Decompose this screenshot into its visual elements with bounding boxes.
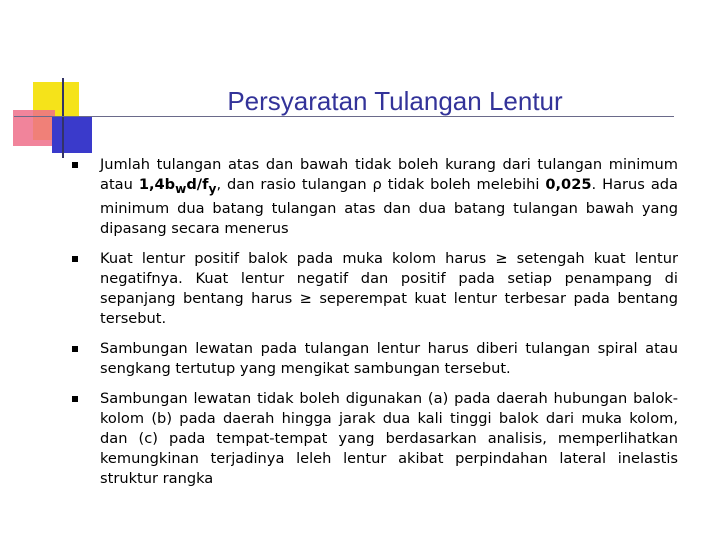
bullet-1-text: tidak boleh melebihi bbox=[381, 176, 546, 193]
bullet-list bbox=[68, 155, 678, 499]
bullet-marker-icon bbox=[72, 162, 78, 168]
bullet-marker-icon bbox=[72, 256, 78, 262]
bullet-item-3 bbox=[68, 339, 678, 379]
slide-title: Persyaratan Tulangan Lentur bbox=[227, 86, 563, 116]
formula-min-rebar bbox=[138, 176, 217, 196]
bullet-4-text: Sambungan lewatan tidak boleh digunakan (a) pada daerah hubungan balok-kolom (b) pada daerah hingga jarak dua kali tinggi balok dari muka kolom, dan (c) pada tempat-tempat yang berdasarkan analisis, memperlihatkan kemungkinan terjadinya leleh lentur akibat perpindahan lateral inelastis struktur rangka bbox=[100, 389, 678, 487]
formula-part: d/f bbox=[186, 176, 209, 193]
formula-subscript: w bbox=[175, 181, 187, 196]
bullet-2-text: Kuat lentur positif balok pada muka kolom harus ≥ setengah kuat lentur negatifnya. Kuat lentur negatif dan positif pada setiap penampang di sepanjang bentang harus ≥ seperempat kuat lentur terbesar pada bentang tersebut. bbox=[100, 249, 678, 327]
decor-blue-square bbox=[52, 117, 92, 153]
bullet-item-4 bbox=[68, 389, 678, 489]
bullet-1-text: Jumlah tulangan atas dan bawah tidak boleh kurang dari tulangan minimum atau bbox=[100, 156, 678, 193]
rho-symbol: ρ bbox=[372, 176, 382, 193]
formula-subscript: y bbox=[208, 181, 217, 196]
formula-part: 1,4b bbox=[138, 176, 176, 193]
bullet-item-2 bbox=[68, 249, 678, 329]
decor-vertical-line bbox=[62, 78, 64, 158]
bullet-marker-icon bbox=[72, 396, 78, 402]
bullet-marker-icon bbox=[72, 346, 78, 352]
max-ratio-value: 0,025 bbox=[545, 176, 592, 193]
bullet-3-text: Sambungan lewatan pada tulangan lentur harus diberi tulangan spiral atau sengkang tertutup yang mengikat sambungan tersebut. bbox=[100, 339, 678, 377]
bullet-1-text: , dan rasio tulangan bbox=[216, 176, 373, 193]
bullet-1-text: . Harus ada minimum dua batang tulangan atas dan dua batang tulangan bawah yang dipasang secara menerus bbox=[100, 176, 678, 237]
bullet-item-1 bbox=[68, 155, 678, 239]
